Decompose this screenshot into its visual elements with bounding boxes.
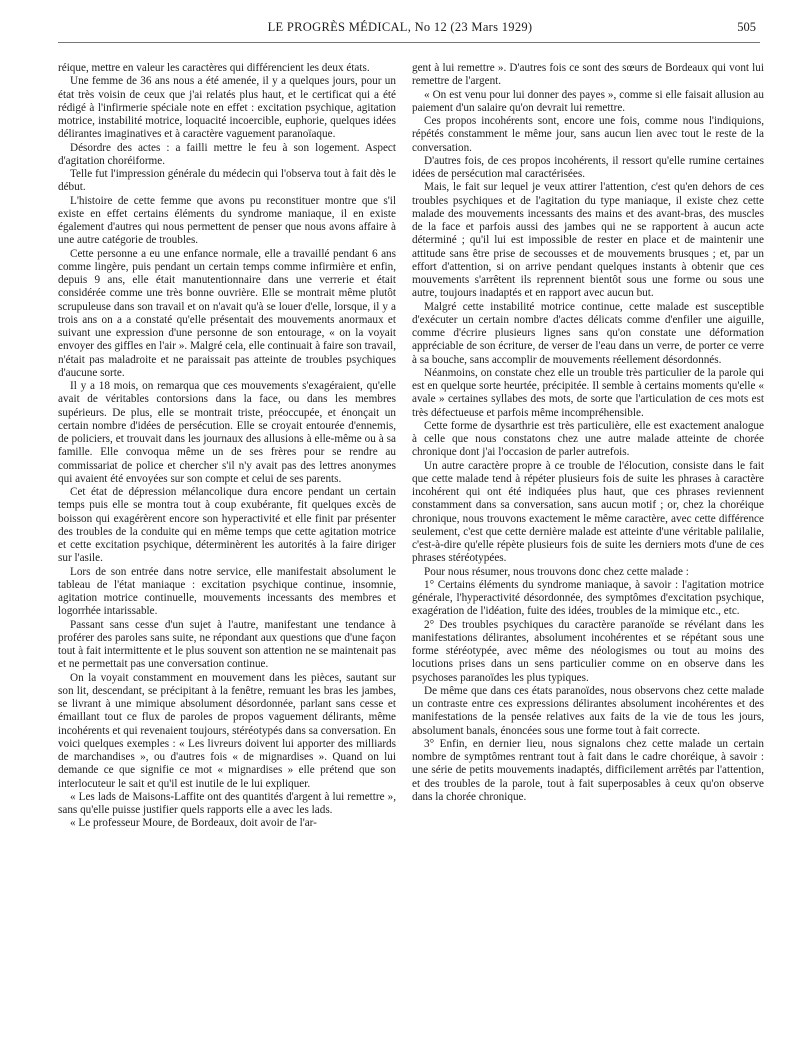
paragraph: Malgré cette instabilité motrice continue, cette malade est susceptible d'exécuter un certain nombre d'actes délicats comme d'enfiler une aiguille, comme d'écrire plusieurs lignes sans qu'on constate une déformation appréciable de son écriture, de verser de l'eau dans un verre, de porter ce verre à sa bouche, sans accomplir de mouvements réellement désordonnés. xyxy=(412,300,764,366)
paragraph: « On est venu pour lui donner des payes », comme si elle faisait allusion au paiement d'un salaire qu'on devrait lui remettre. xyxy=(412,88,764,114)
paragraph: « Les lads de Maisons-Laffite ont des quantités d'argent à lui remettre », sans qu'elle puisse justifier quels rapports elle a avec les lads. xyxy=(58,790,396,816)
paragraph: Néanmoins, on constate chez elle un trouble très particulier de la parole qui est en quelque sorte heurtée, précipitée. Il semble à certains moments qu'elle « avale » certaines syllabes des mots, de sorte que l'articulation de ces mots est très défectueuse et parfois même incompréhensible. xyxy=(412,366,764,419)
paragraph: Mais, le fait sur lequel je veux attirer l'attention, c'est qu'en dehors de ces troubles psychiques et de l'agitation du type maniaque, il existe chez cette malade des mouvements incessants des mains et des avant-bras, des muscles de la face et parfois aussi des jambes qui ne se rapportent à aucun acte déterminé ; qu'il lui est impossible de rester en place et de maintenir une attitude sans être prise de secousses et de mouvements brusques ; et, par un effort d'attention, si on arrive pendant quelques instants à obtenir que ces mouvements s'arrêtent ils reprennent bientôt sous une forme ou sous une autre, toujours inadaptés et en rapport avec aucun but. xyxy=(412,181,764,300)
paragraph: « Le professeur Moure, de Bordeaux, doit avoir de l'ar- xyxy=(70,817,317,830)
paragraph: 2° Des troubles psychiques du caractère paranoïde se révélant dans les manifestations délirantes, absolument incohérentes et se répétant sous une forme stéréotypée, avec même des néologismes ou tout au moins des locutions prises dans un sens particulier comme on en observe dans les psychoses paranoïdes les plus typiques. xyxy=(412,618,764,684)
paragraph: Cet état de dépression mélancolique dura encore pendant un certain temps puis elle se montra tout à coup exubérante, fit quelques excès de boisson qui exagérèrent encore son hyperactivité et elle finit par présenter des troubles de la conduite qui en même temps que cette agitation motrice et cette excitation psychique, déterminèrent les autorités à la faire diriger sur l'asile. xyxy=(58,486,396,565)
paragraph: 3° Enfin, en dernier lieu, nous signalons chez cette malade un certain nombre de symptômes rentrant tout à fait dans le cadre choréique, à savoir : une série de petits mouvements inadaptés, difficilement arrêtés par l'attention, et des troubles de la parole, tout à fait superposables à ceux qu'on observe dans la chorée chronique. xyxy=(412,737,764,803)
journal-title: LE PROGRÈS MÉDICAL, No 12 (23 Mars 1929) xyxy=(267,20,533,34)
paragraph: 1° Certains éléments du syndrome maniaque, à savoir : l'agitation motrice générale, l'hyperactivité désordonnée, des symptômes d'excitation psychique, exagération de l'idéation, fuite des idées, troubles de la mimique etc., etc. xyxy=(412,578,764,618)
paragraph: Un autre caractère propre à ce trouble de l'élocution, consiste dans le fait que cette malade tend à répéter plusieurs fois de suite les phrases à caractère incohérent qui ont été indiquées plus haut, que ces phrases reviennent constamment dans sa conversation, sans aucun motif ; or, chez la choréique chronique, nous trouvons exactement le même caractère, avec cette différence seulement, c'est que cette dernière malade est atteinte d'une véritable palilalie, c'est-à-dire qu'elle répète plusieurs fois de suite les derniers mots d'une de ces phrases stéréotypées. xyxy=(412,459,764,565)
paragraph: Ces propos incohérents sont, encore une fois, comme nous l'indiquions, répétés constamment le même jour, sans aucun lien avec tout le reste de la conversation. xyxy=(412,115,764,154)
paragraph: Désordre des actes : a failli mettre le feu à son logement. Aspect d'agitation choréiforme. xyxy=(58,141,396,167)
paragraph: Passant sans cesse d'un sujet à l'autre, manifestant une tendance à proférer des paroles sans suite, ne répondant aux questions que d'une façon tout à fait intermittente et le plus souvent son attention ne se maintenait pas et ne permettait pas une conversation continue. xyxy=(58,618,396,671)
paragraph: Lors de son entrée dans notre service, elle manifestait absolument le tableau de l'état maniaque : excitation psychique continue, insomnie, agitation motrice continuelle, mouvements incessants des membres et logorrhée intarissable. xyxy=(58,565,396,618)
page-number: 505 xyxy=(737,20,756,34)
right-column xyxy=(412,62,764,1052)
paragraph: Pour nous résumer, nous trouvons donc chez cette malade : xyxy=(424,565,689,578)
left-column xyxy=(58,62,396,1052)
paragraph: réique, mettre en valeur les caractères qui différencient les deux états. xyxy=(58,62,370,74)
paragraph: gent à lui remettre ». D'autres fois ce sont des sœurs de Bordeaux qui vont lui remettre de l'argent. xyxy=(412,62,764,88)
paragraph: Il y a 18 mois, on remarqua que ces mouvements s'exagéraient, qu'elle avait de véritables contorsions dans la face, ou dans les membres supérieurs. De plus, elle se montrait triste, préoccupée, et énonçait un certain nombre d'idées de persécution. Elle se croyait entourée d'ennemis, de policiers, et trouvait dans les journaux des allusions à elle-même ou à sa famille. Elle convoqua même un de ses frères pour se rendre au commissariat de police et chercher s'il n'y avait pas des lettres anonymes qui avaient été envoyées sur son compte et celui de ses parents. xyxy=(58,380,396,485)
paragraph: L'histoire de cette femme que avons pu reconstituer montre que s'il existe en effet certains éléments du syndrome maniaque, il en existe également d'autres qui nous permettent de penser que nous avons affaire à une autre catégorie de troubles. xyxy=(58,194,396,247)
paragraph: Cette personne a eu une enfance normale, elle a travaillé pendant 6 ans comme lingère, puis pendant un certain temps comme infirmière et enfin, depuis 9 ans, elle était manutentionnaire dans une verrerie et était considérée comme une très bonne ouvrière. Elle se montrait même plutôt scrupuleuse dans son travail et on n'avait qu'à se louer d'elle, lorsque, il y a trois ans on a a constaté qu'elle présentait des mouvements anormaux et suivant une expression d'une personne de son entourage, « on la voyait envoyer des giffles en l'air ». Malgré cela, elle continuait à faire son travail, n'était pas maladroite et ne paraissait pas atteinte de troubles psychiques d'aucune sorte. xyxy=(58,247,396,379)
page-header xyxy=(0,20,800,44)
header-rule xyxy=(58,42,760,43)
paragraph: Cette forme de dysarthrie est très particulière, elle est exactement analogue à celle que nous constatons chez une autre malade atteinte de chorée chronique dont j'ai l'occasion de parler autrefois. xyxy=(412,419,764,459)
paragraph: D'autres fois, de ces propos incohérents, il ressort qu'elle rumine certaines idées de persécution mal caractérisées. xyxy=(412,154,764,180)
paragraph: On la voyait constamment en mouvement dans les pièces, sautant sur son lit, descendant, se précipitant à la fenêtre, remuant les bras les jambes, se livrant à une mimique absolument désordonnée, parlant sans cesse et émaillant tout ce flux de paroles de propos vaguement délirants, même incohérents et qui revenaient toujours, stéréotypés dans sa conversation. En voici quelques exemples : « Les livreurs doivent lui apporter des milliards de marchandises », ou d'autres fois « de mignardises ». Quand on lui demande ce que signifie ce mot « mignardises » elle prétend que son interlocuteur le sait et qu'il est inutile de le lui expliquer. xyxy=(58,671,396,790)
paragraph: Une femme de 36 ans nous a été amenée, il y a quelques jours, pour un état très voisin de ceux que j'ai relatés plus haut, et le certificat qui a été rédigé à l'infirmerie spéciale note en effet : excitation psychique, agitation motrice, instabilité motrice, loquacité incoercible, euphorie, quelques idées délirantes imaginatives et à caractère vaguement paranoïaque. xyxy=(58,75,396,141)
paragraph: De même que dans ces états paranoïdes, nous observons chez cette malade un contraste entre ces expressions délirantes absolument incohérentes et des manifestations de la pensée relatives aux faits de la vie de tous les jours, absolument banals, énoncées sous une forme tout à fait correcte. xyxy=(412,684,764,737)
paragraph: Telle fut l'impression générale du médecin qui l'observa tout à fait dès le début. xyxy=(58,168,396,194)
